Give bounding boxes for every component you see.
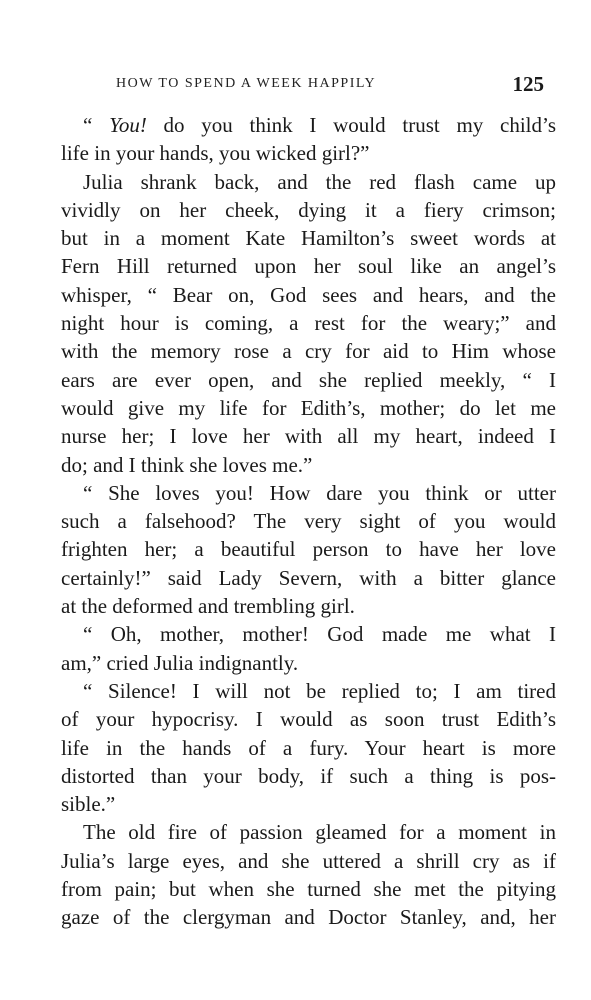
text-line: Fern Hill returned upon her soul like an angel’s [61, 254, 556, 279]
text-line: gaze of the clergyman and Doctor Stanley, and, her [61, 905, 556, 930]
running-title: HOW TO SPEND A WEEK HAPPILY [116, 76, 377, 91]
running-head [116, 72, 544, 94]
page-number: 125 [512, 72, 544, 96]
text-line: sible.” [61, 792, 116, 817]
text-line: Julia’s large eyes, and she uttered a shrill cry as if [61, 848, 556, 873]
quote-mark: “ [83, 113, 110, 137]
text-line: with the memory rose a cry for aid to Him whose [61, 339, 556, 364]
text-line: “ Silence! I will not be replied to; I am tired [83, 678, 556, 703]
emphasized-word: You! [109, 113, 147, 137]
text-line: life in your hands, you wicked girl?” [61, 141, 370, 166]
text-line: “ She loves you! How dare you think or utter [83, 480, 556, 505]
text-line: distorted than your body, if such a thing is pos- [61, 763, 556, 788]
text-line: night hour is coming, a rest for the weary;” and [61, 311, 556, 336]
text-line [61, 111, 556, 139]
text-line: would give my life for Edith’s, mother; do let me [61, 395, 556, 420]
text-line: “ Oh, mother, mother! God made me what I [83, 622, 556, 647]
text-line: life in the hands of a fury. Your heart is more [61, 735, 556, 760]
text-line: such a falsehood? The very sight of you would [61, 509, 556, 534]
text-line: The old fire of passion gleamed for a moment in [83, 820, 556, 845]
text-line: but in a moment Kate Hamilton’s sweet words at [61, 226, 556, 251]
text-line: whisper, “ Bear on, God sees and hears, and the [61, 282, 556, 307]
text-line: do; and I think she loves me.” [61, 452, 313, 477]
text-line: vividly on her cheek, dying it a fiery crimson; [61, 197, 556, 222]
text-line: Julia shrank back, and the red flash came up [83, 169, 556, 194]
text-line: nurse her; I love her with all my heart, indeed I [61, 424, 556, 449]
text-line: from pain; but when she turned she met the pitying [61, 877, 556, 902]
text-line: certainly!” said Lady Severn, with a bitter glance [61, 565, 556, 590]
body-text [61, 111, 556, 932]
text-line: ears are ever open, and she replied meekly, “ I [61, 367, 556, 392]
line-text: do you think I would trust my child’s [146, 113, 556, 137]
text-line: frighten her; a beautiful person to have her love [61, 537, 556, 562]
text-line: at the deformed and trembling girl. [61, 594, 355, 619]
text-line: am,” cried Julia indignantly. [61, 650, 299, 675]
text-line: of your hypocrisy. I would as soon trust Edith’s [61, 707, 556, 732]
